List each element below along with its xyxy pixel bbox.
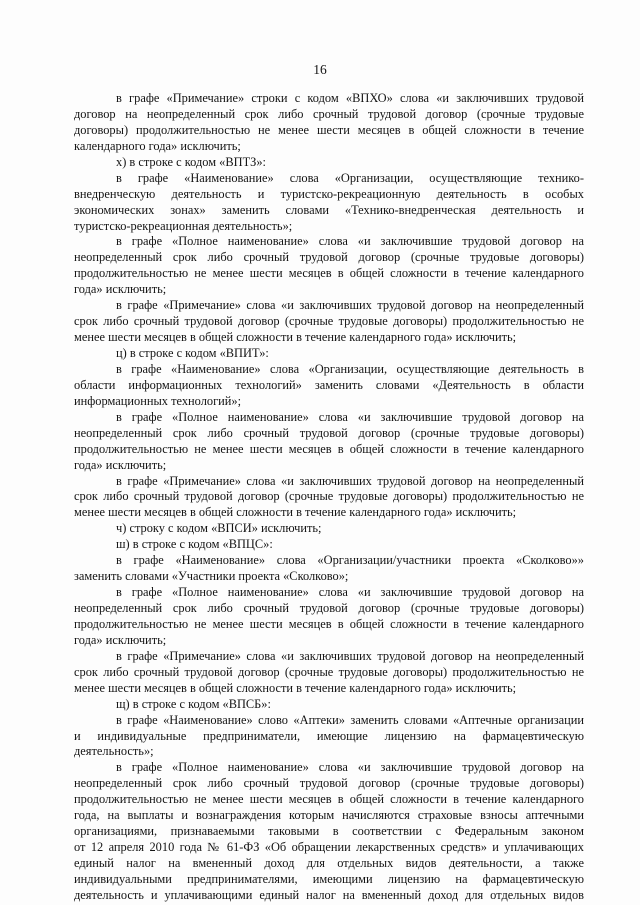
text-line: информационных технологий»; [74,393,242,408]
text-line: ч) строку с кодом «ВПСИ» исключить; [116,521,322,536]
text-line: неопределенный срок либо срочный трудовой договор (срочные трудовые договоры) [74,425,584,440]
text-line: менее шести месяцев в общей сложности в течение календарного года» исключить; [74,330,517,345]
text-line: продолжительностью не менее шести месяцев в общей сложности в течение календарного [74,792,584,807]
page-number: 16 [313,62,327,77]
text-line: календарного года» исключить; [74,138,241,153]
text-line: неопределенный срок либо срочный трудовой договор (срочные трудовые договоры) [74,601,584,615]
text-line: от 12 апреля 2010 года № 61-ФЗ «Об обращении лекарственных средств» и уплачивающих [74,840,584,855]
text-line: деятельность и уплачивающими единый налог на вмененный доход для отдельных видов [74,887,584,902]
text-line: деятельность»; [74,744,154,759]
text-line: договор на неопределенный срок либо срочный трудовой договор (срочные трудовые [74,106,584,121]
text-line: неопределенный срок либо срочный трудовой договор (срочные трудовые договоры) [74,250,584,265]
text-line: индивидуальными предпринимателями, имеющими лицензию на фармацевтическую [74,871,584,886]
text-line: в графе «Полное наименование» слова «и заключившие трудовой договор на [116,234,584,249]
text-line: срок либо срочный трудовой договор (срочные трудовые договоры) продолжительностью не [74,664,584,679]
text-line: организациями, признаваемыми таковыми в соответствии с Федеральным законом [74,824,584,839]
text-line: года» исключить; [74,632,167,647]
text-line: срок либо срочный трудовой договор (срочные трудовые договоры) продолжительностью не [74,489,584,504]
text-line: неопределенный срок либо срочный трудовой договор (срочные трудовые договоры) [74,776,584,791]
text-line: в графе «Полное наименование» слова «и заключившие трудовой договор на [116,409,584,424]
text-line: в графе «Наименование» слова «Организации, осуществляющие деятельность в [116,361,584,376]
text-line: в графе «Полное наименование» слова «и заключившие трудовой договор на [116,760,584,775]
text-line: в графе «Примечание» строки с кодом «ВПХО» слова «и заключивших трудовой [116,91,584,105]
text-line: в графе «Примечание» слова «и заключивших трудовой договор на неопределенный [116,298,584,313]
text-line: продолжительностью не менее шести месяцев в общей сложности в течение календарного [74,616,584,631]
text-line: х) в строке с кодом «ВПТЗ»: [116,154,266,169]
text-line: продолжительностью не менее шести месяцев в общей сложности в течение календарного [74,441,584,456]
text-line: ц) в строке с кодом «ВПИТ»: [116,346,269,360]
text-line: заменить словами «Участники проекта «Сколково»; [74,569,349,584]
text-line: и индивидуальные предприниматели, имеющие лицензию на фармацевтическую [74,728,584,743]
text-line: в графе «Наименование» слова «Организации, осуществляющие технико- [116,170,584,185]
text-line: в графе «Полное наименование» слова «и заключившие трудовой договор на [116,585,584,600]
text-line: года» исключить; [74,457,167,472]
text-line: внедренческую деятельность и туристско-рекреационную деятельность в особых [74,186,584,201]
document-body [74,91,584,904]
text-line: в графе «Примечание» слова «и заключивших трудовой договор на неопределенный [116,473,584,488]
text-line: экономических зонах» заменить словами «Технико-внедренческая деятельность и [74,202,584,217]
text-line: договоры) продолжительностью не менее шести месяцев в общей сложности в течение [74,122,584,137]
text-line: единый налог на вмененный доход для отдельных видов деятельности, а также [74,856,584,870]
text-line: года» исключить; [74,282,167,297]
text-line: туристско-рекреационная деятельность»; [74,218,293,233]
text-line: года, на выплаты и вознаграждения которым начисляются страховые взносы аптечными [74,808,584,823]
text-line: в графе «Наименование» слово «Аптеки» заменить словами «Аптечные организации [116,712,584,727]
text-line: области информационных технологий» заменить словами «Деятельность в области [74,377,584,392]
text-line: срок либо срочный трудовой договор (срочные трудовые договоры) продолжительностью не [74,314,584,329]
text-line: менее шести месяцев в общей сложности в течение календарного года» исключить; [74,680,517,695]
text-line: щ) в строке с кодом «ВПСБ»: [116,696,271,711]
text-line: ш) в строке с кодом «ВПЦС»: [116,537,273,552]
text-line: в графе «Наименование» слова «Организации/участники проекта «Сколково»» [116,553,584,568]
text-line: продолжительностью не менее шести месяцев в общей сложности в течение календарного [74,266,584,281]
text-line: менее шести месяцев в общей сложности в течение календарного года» исключить; [74,505,517,520]
text-line: в графе «Примечание» слова «и заключивших трудовой договор на неопределенный [116,648,584,663]
